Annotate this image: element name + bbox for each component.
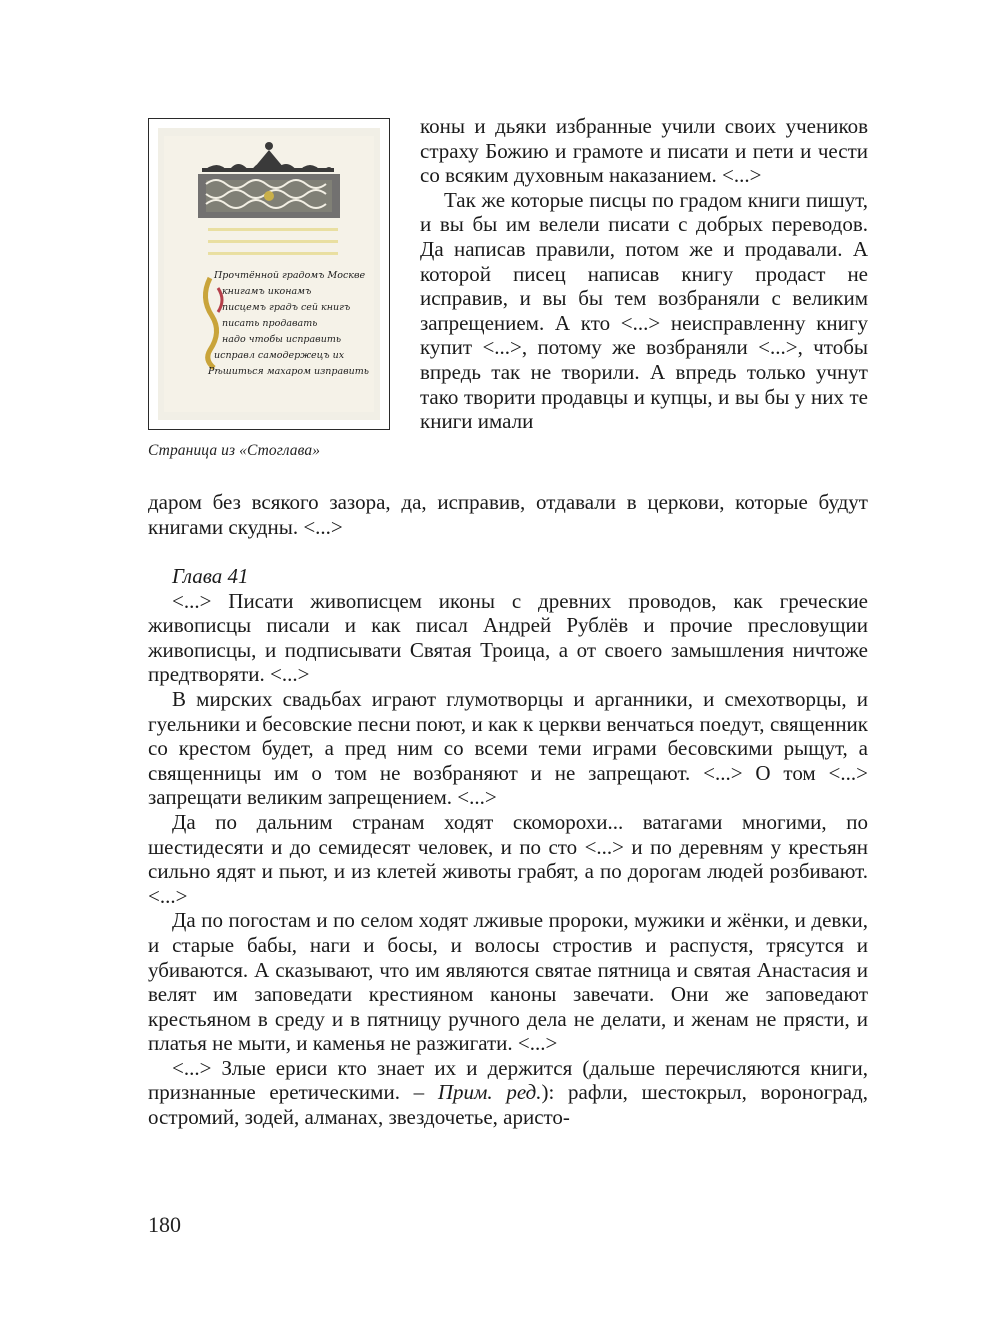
paragraph: Да по дальним странам ходят скоморохи... ватагами многими, по шестидесяти и до семидесят человек, и по сто <...> и по деревням у крестьян сильно ядят и пьют, и из клетей животы грабят, а по дорогам людей розбивают. <...> (148, 809, 868, 908)
manuscript-line: писцемъ градъ сей книгъ (222, 302, 351, 313)
manuscript-page-icon (158, 128, 380, 420)
manuscript-line: книгамъ иконамъ (222, 286, 312, 297)
paragraph: В мирских свадьбах играют глумотворцы и арганники, и смехотворцы, и гуельники и бесовские песни поют, и как к церкви венчаться поедут, священник со крестом будет, а пред ним со всеми теми играми бесовскими рыщут, а священницы им о том не возбраняют и не запрещают. <...> О том <...> запрещати великим запрещением. <...> (148, 686, 868, 810)
paragraph: Да по погостам и по селом ходят лживые пророки, мужики и жёнки, и девки, и старые бабы, наги и босы, и волосы стростив и распустя, трясутся и убиваются. А сказывают, что им являются святае пятница и святая Анастасия и велят им заповедати крестияном каноны завечати. Они же заповедают крестьяном в среду и в пятницу ручного дела не делати, и женам не прясти, и платья не мыти, и каменья не разжигати. <...> (148, 908, 868, 1056)
page-number: 180 (148, 1212, 181, 1237)
text-span: <...> Злые ериси кто знает их и держится (дальше перечисляются книги, признанные еретическими. – (148, 1055, 868, 1105)
manuscript-illustration (148, 118, 390, 430)
editor-note: Прим. ред. (437, 1080, 542, 1105)
full-width-text-top (148, 490, 868, 539)
manuscript-image (158, 128, 380, 420)
manuscript-line: Прочтённой градомъ Москве (214, 270, 366, 281)
full-width-text-main (148, 564, 868, 1130)
manuscript-line: Рѣшиться махаром изправить (208, 366, 369, 377)
manuscript-line: надо чтобы исправить (222, 334, 342, 345)
manuscript-line: исправл самодержецъ их (214, 350, 345, 361)
text-span: ): рафли, шестокрыл, вороноград, остромий, зодей, алманах, звездочетье, аристо- (148, 1080, 868, 1130)
figure-caption: Страница из «Стоглава» (148, 442, 321, 459)
paragraph: Так же которые писцы по градом книги пишут, и вы бы им велели писати с добрых переводов. Да написав правили, потом же и продавали. А которой писец написав книгу продаст не исправив, и вы бы тем возбраняли с великим запрещением. А кто <...> неисправленну книгу купит <...>, потому же возбраняли <...>, чтобы впредь так не творили. А впредь только учнут тако творити продавцы и купцы, и вы бы у них те книги имали (420, 187, 868, 434)
paragraph (148, 1056, 868, 1130)
paragraph: <...> Писати живописцем иконы с древних проводов, как греческие живописцы писали и как писал Андрей Рублёв и прочие пресловущии живописцы, и подписывати Святая Троица, а от своего замышления ничтоже предтворяти. <...> (148, 588, 868, 687)
right-column-text (420, 114, 868, 434)
paragraph: коны и дьяки избранные учили своих учеников страху Божию и грамоте и писати и пети и чести со всяким духовным наказанием. <...> (420, 114, 868, 188)
chapter-heading: Глава 41 (172, 564, 249, 588)
manuscript-line: писать продавать (222, 318, 318, 329)
paragraph-continuation: даром без всякого зазора, да, исправив, отдавали в церкови, которые будут книгами скудны. <...> (148, 490, 868, 539)
